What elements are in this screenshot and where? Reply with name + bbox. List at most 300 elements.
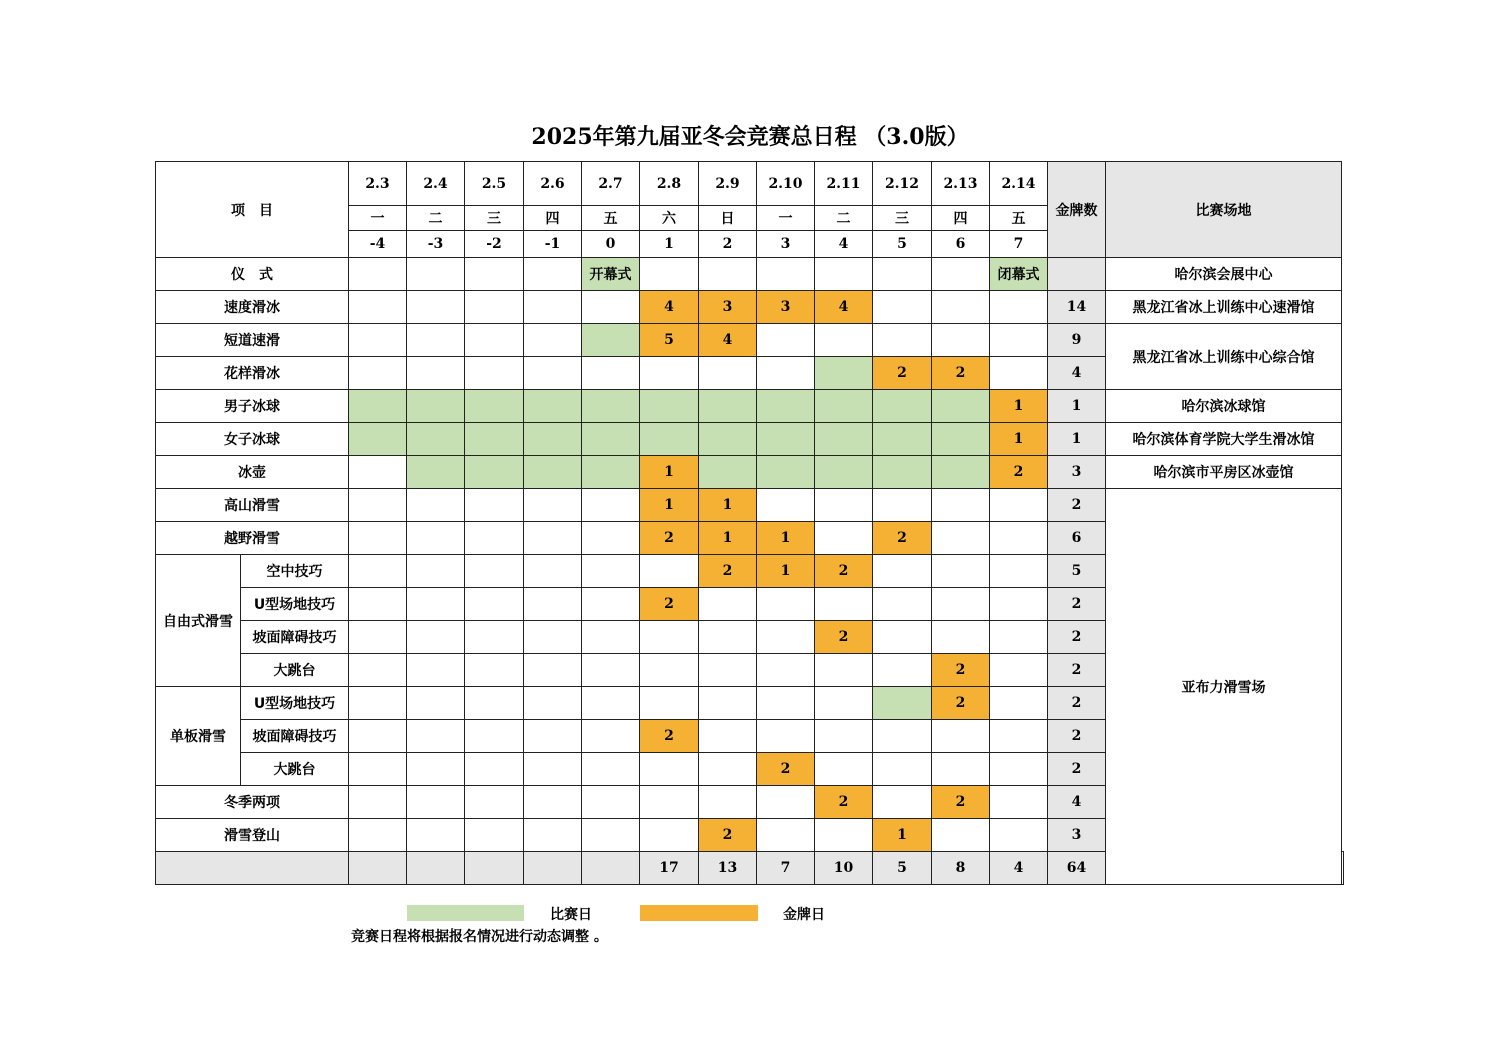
schedule-cell [407, 522, 465, 555]
schedule-cell [990, 720, 1048, 753]
schedule-cell [640, 357, 699, 390]
medal-day-cell: 2 [640, 720, 699, 753]
schedule-cell [932, 324, 990, 357]
schedule-cell [465, 588, 524, 621]
venue-cell: 哈尔滨体育学院大学生滑冰馆 [1106, 423, 1342, 456]
date-header: 2.8 [640, 162, 699, 206]
schedule-cell [815, 654, 873, 687]
date-header: 2.5 [465, 162, 524, 206]
schedule-cell [407, 555, 465, 588]
daily-total: 5 [873, 852, 932, 885]
daily-total: 10 [815, 852, 873, 885]
schedule-cell [524, 588, 582, 621]
schedule-cell [407, 357, 465, 390]
weekday-header: 二 [407, 206, 465, 231]
schedule-cell [524, 291, 582, 324]
schedule-cell [582, 588, 640, 621]
totals-label [156, 852, 349, 885]
day-number-header: -4 [349, 231, 407, 258]
competition-day-cell [932, 423, 990, 456]
medal-count: 9 [1048, 324, 1106, 357]
schedule-cell [349, 621, 407, 654]
schedule-cell [465, 621, 524, 654]
medal-day-cell: 2 [640, 522, 699, 555]
schedule-table [155, 161, 1344, 885]
schedule-cell [873, 786, 932, 819]
schedule-cell [757, 357, 815, 390]
schedule-cell [757, 720, 815, 753]
competition-day-cell [873, 456, 932, 489]
schedule-cell [524, 357, 582, 390]
medal-count: 2 [1048, 720, 1106, 753]
medal-day-cell: 2 [815, 555, 873, 588]
medal-day-cell: 2 [932, 654, 990, 687]
medal-count: 2 [1048, 621, 1106, 654]
schedule-cell [407, 786, 465, 819]
competition-day-cell [407, 390, 465, 423]
competition-day-cell [524, 390, 582, 423]
schedule-cell [815, 489, 873, 522]
schedule-cell [640, 555, 699, 588]
event-row [156, 324, 1344, 357]
schedule-cell [349, 555, 407, 588]
daily-total [582, 852, 640, 885]
schedule-cell [990, 654, 1048, 687]
event-name: 坡面障碍技巧 [241, 621, 349, 654]
schedule-cell [349, 456, 407, 489]
schedule-cell [349, 291, 407, 324]
medal-day-cell: 2 [873, 522, 932, 555]
schedule-cell [407, 687, 465, 720]
medal-day-cell: 2 [699, 555, 757, 588]
schedule-cell [640, 753, 699, 786]
medal-count: 2 [1048, 687, 1106, 720]
competition-day-cell [407, 423, 465, 456]
schedule-cell [465, 357, 524, 390]
schedule-cell [932, 489, 990, 522]
schedule-cell [465, 555, 524, 588]
event-name: 女子冰球 [156, 423, 349, 456]
schedule-cell [349, 687, 407, 720]
competition-day-cell [524, 456, 582, 489]
schedule-cell [873, 753, 932, 786]
schedule-cell [815, 258, 873, 291]
schedule-cell [873, 621, 932, 654]
schedule-cell [932, 291, 990, 324]
medal-count: 2 [1048, 489, 1106, 522]
schedule-cell [349, 258, 407, 291]
venue-cell: 亚布力滑雪场 [1106, 489, 1342, 885]
item-header: 项 目 [156, 162, 349, 258]
event-name: 冬季两项 [156, 786, 349, 819]
schedule-cell [465, 258, 524, 291]
date-header: 2.4 [407, 162, 465, 206]
daily-total: 17 [640, 852, 699, 885]
schedule-cell [699, 588, 757, 621]
daily-total: 8 [932, 852, 990, 885]
medal-count: 4 [1048, 786, 1106, 819]
daily-total: 13 [699, 852, 757, 885]
schedule-cell [465, 720, 524, 753]
weekday-header: 四 [524, 206, 582, 231]
event-name: 男子冰球 [156, 390, 349, 423]
weekday-header: 五 [990, 206, 1048, 231]
medal-day-cell: 2 [757, 753, 815, 786]
schedule-cell [990, 357, 1048, 390]
competition-day-cell [407, 456, 465, 489]
daily-total [465, 852, 524, 885]
schedule-cell [349, 753, 407, 786]
schedule-cell [582, 489, 640, 522]
opening-ceremony-cell: 开幕式 [582, 258, 640, 291]
schedule-cell [407, 258, 465, 291]
event-name: 冰壶 [156, 456, 349, 489]
schedule-cell [757, 588, 815, 621]
schedule-cell [640, 654, 699, 687]
medal-day-cell: 1 [699, 522, 757, 555]
schedule-cell [932, 753, 990, 786]
event-name: U型场地技巧 [241, 588, 349, 621]
schedule-cell [465, 489, 524, 522]
medal-day-cell: 2 [932, 687, 990, 720]
schedule-cell [524, 786, 582, 819]
competition-day-cell [873, 687, 932, 720]
competition-day-cell [699, 456, 757, 489]
schedule-cell [465, 687, 524, 720]
schedule-cell [640, 786, 699, 819]
schedule-cell [815, 819, 873, 852]
schedule-cell [524, 753, 582, 786]
event-name: 滑雪登山 [156, 819, 349, 852]
competition-day-cell [815, 423, 873, 456]
schedule-cell [873, 489, 932, 522]
schedule-cell [582, 720, 640, 753]
date-header: 2.12 [873, 162, 932, 206]
schedule-cell [699, 258, 757, 291]
competition-day-swatch [407, 905, 524, 921]
competition-day-cell [465, 456, 524, 489]
medal-day-cell: 4 [699, 324, 757, 357]
medal-count: 3 [1048, 456, 1106, 489]
schedule-cell [349, 720, 407, 753]
competition-day-cell [815, 456, 873, 489]
schedule-cell [873, 720, 932, 753]
schedule-cell [407, 720, 465, 753]
day-number-header: 4 [815, 231, 873, 258]
schedule-cell [465, 291, 524, 324]
schedule-cell [524, 324, 582, 357]
schedule-cell [699, 687, 757, 720]
schedule-cell [990, 621, 1048, 654]
competition-day-label: 比赛日 [550, 907, 592, 923]
schedule-cell [990, 489, 1048, 522]
schedule-cell [932, 555, 990, 588]
medal-day-label: 金牌日 [783, 907, 825, 923]
medal-day-cell: 1 [699, 489, 757, 522]
medal-day-cell: 1 [757, 522, 815, 555]
medal-count: 2 [1048, 753, 1106, 786]
competition-day-cell [873, 390, 932, 423]
schedule-cell [990, 753, 1048, 786]
event-name: 空中技巧 [241, 555, 349, 588]
medal-day-cell: 2 [873, 357, 932, 390]
schedule-cell [465, 522, 524, 555]
medal-day-cell: 1 [640, 456, 699, 489]
schedule-cell [990, 324, 1048, 357]
schedule-cell [932, 819, 990, 852]
date-header: 2.3 [349, 162, 407, 206]
schedule-cell [873, 324, 932, 357]
schedule-cell [699, 621, 757, 654]
schedule-cell [815, 687, 873, 720]
competition-day-cell [582, 324, 640, 357]
medal-day-cell: 3 [699, 291, 757, 324]
schedule-cell [465, 753, 524, 786]
weekday-header: 日 [699, 206, 757, 231]
schedule-cell [757, 324, 815, 357]
medal-day-cell: 2 [932, 786, 990, 819]
schedule-cell [873, 555, 932, 588]
competition-day-cell [873, 423, 932, 456]
medal-day-cell: 2 [932, 357, 990, 390]
day-number-header: 2 [699, 231, 757, 258]
event-name: 坡面障碍技巧 [241, 720, 349, 753]
event-row [156, 456, 1344, 489]
medal-day-cell: 2 [815, 621, 873, 654]
day-number-header: 3 [757, 231, 815, 258]
schedule-cell [873, 291, 932, 324]
schedule-cell [582, 621, 640, 654]
schedule-cell [640, 621, 699, 654]
schedule-cell [465, 786, 524, 819]
competition-day-cell [465, 423, 524, 456]
schedule-cell [699, 357, 757, 390]
medal-day-cell: 4 [640, 291, 699, 324]
schedule-cell [407, 654, 465, 687]
competition-day-cell [582, 423, 640, 456]
schedule-cell [757, 786, 815, 819]
weekday-header: 六 [640, 206, 699, 231]
schedule-note: 竞赛日程将根据报名情况进行动态调整 。 [351, 929, 608, 945]
schedule-cell [873, 588, 932, 621]
medal-count: 1 [1048, 390, 1106, 423]
day-number-header: 0 [582, 231, 640, 258]
competition-day-cell [699, 423, 757, 456]
schedule-cell [407, 753, 465, 786]
competition-day-cell [349, 390, 407, 423]
schedule-cell [524, 621, 582, 654]
day-number-header: -2 [465, 231, 524, 258]
schedule-cell [465, 819, 524, 852]
venue-header: 比赛场地 [1106, 162, 1342, 258]
schedule-cell [873, 258, 932, 291]
medal-day-cell: 2 [640, 588, 699, 621]
competition-day-cell [349, 423, 407, 456]
schedule-cell [757, 654, 815, 687]
date-header: 2.13 [932, 162, 990, 206]
grand-total: 64 [1048, 852, 1106, 885]
schedule-cell [349, 522, 407, 555]
schedule-cell [990, 786, 1048, 819]
freestyle-group-label: 自由式滑雪 [156, 555, 241, 687]
schedule-cell [407, 291, 465, 324]
schedule-cell [699, 786, 757, 819]
weekday-header: 一 [757, 206, 815, 231]
medal-day-cell: 1 [757, 555, 815, 588]
schedule-cell [582, 555, 640, 588]
medal-day-cell: 5 [640, 324, 699, 357]
venue-cell: 哈尔滨会展中心 [1106, 258, 1342, 291]
schedule-cell [407, 489, 465, 522]
day-number-header: -3 [407, 231, 465, 258]
schedule-cell [990, 588, 1048, 621]
schedule-cell [873, 654, 932, 687]
competition-day-cell [640, 423, 699, 456]
medal-count: 2 [1048, 654, 1106, 687]
medal-count: 3 [1048, 819, 1106, 852]
day-number-header: 7 [990, 231, 1048, 258]
schedule-cell [582, 654, 640, 687]
schedule-cell [524, 555, 582, 588]
competition-day-cell [815, 357, 873, 390]
medal-day-cell: 2 [699, 819, 757, 852]
day-number-header: -1 [524, 231, 582, 258]
medal-count: 2 [1048, 588, 1106, 621]
schedule-cell [699, 753, 757, 786]
event-name: 短道速滑 [156, 324, 349, 357]
schedule-cell [815, 522, 873, 555]
schedule-cell [757, 489, 815, 522]
medal-day-cell: 2 [990, 456, 1048, 489]
schedule-cell [407, 324, 465, 357]
competition-day-cell [640, 390, 699, 423]
event-name: 大跳台 [241, 654, 349, 687]
schedule-cell [349, 489, 407, 522]
medal-count: 1 [1048, 423, 1106, 456]
schedule-cell [349, 588, 407, 621]
schedule-cell [582, 522, 640, 555]
schedule-cell [699, 720, 757, 753]
schedule-cell [582, 357, 640, 390]
daily-total [524, 852, 582, 885]
event-name: 速度滑冰 [156, 291, 349, 324]
schedule-cell [349, 324, 407, 357]
schedule-cell [349, 819, 407, 852]
competition-day-cell [582, 390, 640, 423]
schedule-cell [349, 357, 407, 390]
schedule-cell [524, 819, 582, 852]
event-name: 花样滑冰 [156, 357, 349, 390]
schedule-cell [349, 654, 407, 687]
schedule-cell [815, 720, 873, 753]
competition-day-cell [757, 390, 815, 423]
page-title: 2025年第九届亚冬会竞赛总日程 （3.0版） [531, 124, 969, 150]
medal-day-cell: 3 [757, 291, 815, 324]
competition-day-cell [932, 456, 990, 489]
date-header: 2.11 [815, 162, 873, 206]
event-row [156, 423, 1344, 456]
day-number-header: 6 [932, 231, 990, 258]
weekday-header: 一 [349, 206, 407, 231]
daily-total [349, 852, 407, 885]
medal-count: 6 [1048, 522, 1106, 555]
schedule-cell [932, 588, 990, 621]
weekday-header: 三 [873, 206, 932, 231]
event-row [156, 489, 1344, 522]
medal-count: 4 [1048, 357, 1106, 390]
medal-day-cell: 1 [990, 390, 1048, 423]
schedule-cell [757, 258, 815, 291]
weekday-header: 三 [465, 206, 524, 231]
schedule-cell [524, 522, 582, 555]
competition-day-cell [932, 390, 990, 423]
schedule-cell [640, 819, 699, 852]
event-name: U型场地技巧 [241, 687, 349, 720]
schedule-cell [990, 291, 1048, 324]
schedule-cell [932, 720, 990, 753]
schedule-cell [407, 819, 465, 852]
medal-day-cell: 2 [815, 786, 873, 819]
schedule-cell [407, 588, 465, 621]
event-row [156, 390, 1344, 423]
day-number-header: 5 [873, 231, 932, 258]
medal-count: 14 [1048, 291, 1106, 324]
medal-day-cell: 1 [873, 819, 932, 852]
venue-cell: 哈尔滨冰球馆 [1106, 390, 1342, 423]
schedule-cell [465, 324, 524, 357]
medal-day-cell: 1 [990, 423, 1048, 456]
daily-total: 7 [757, 852, 815, 885]
medal-day-cell: 4 [815, 291, 873, 324]
venue-cell: 黑龙江省冰上训练中心综合馆 [1106, 324, 1342, 390]
competition-day-cell [582, 456, 640, 489]
schedule-cell [990, 522, 1048, 555]
weekday-header: 二 [815, 206, 873, 231]
date-header: 2.7 [582, 162, 640, 206]
schedule-cell [582, 687, 640, 720]
schedule-cell [932, 621, 990, 654]
venue-cell: 哈尔滨市平房区冰壶馆 [1106, 456, 1342, 489]
schedule-cell [757, 819, 815, 852]
competition-day-cell [757, 456, 815, 489]
schedule-cell [640, 258, 699, 291]
schedule-cell [407, 621, 465, 654]
schedule-cell [932, 258, 990, 291]
schedule-cell [582, 291, 640, 324]
schedule-cell [990, 819, 1048, 852]
medals-header: 金牌数 [1048, 162, 1106, 258]
schedule-cell [640, 687, 699, 720]
day-number-header: 1 [640, 231, 699, 258]
schedule-cell [815, 588, 873, 621]
schedule-cell [582, 819, 640, 852]
schedule-cell [757, 621, 815, 654]
weekday-header: 四 [932, 206, 990, 231]
date-header: 2.6 [524, 162, 582, 206]
schedule-cell [990, 687, 1048, 720]
ceremony-row [156, 258, 1344, 291]
competition-day-cell [699, 390, 757, 423]
schedule-cell [524, 489, 582, 522]
daily-total [407, 852, 465, 885]
date-header: 2.14 [990, 162, 1048, 206]
schedule-cell [815, 324, 873, 357]
date-header: 2.9 [699, 162, 757, 206]
competition-day-cell [465, 390, 524, 423]
schedule-cell [757, 687, 815, 720]
snowboard-group-label: 单板滑雪 [156, 687, 241, 786]
schedule-cell [524, 654, 582, 687]
